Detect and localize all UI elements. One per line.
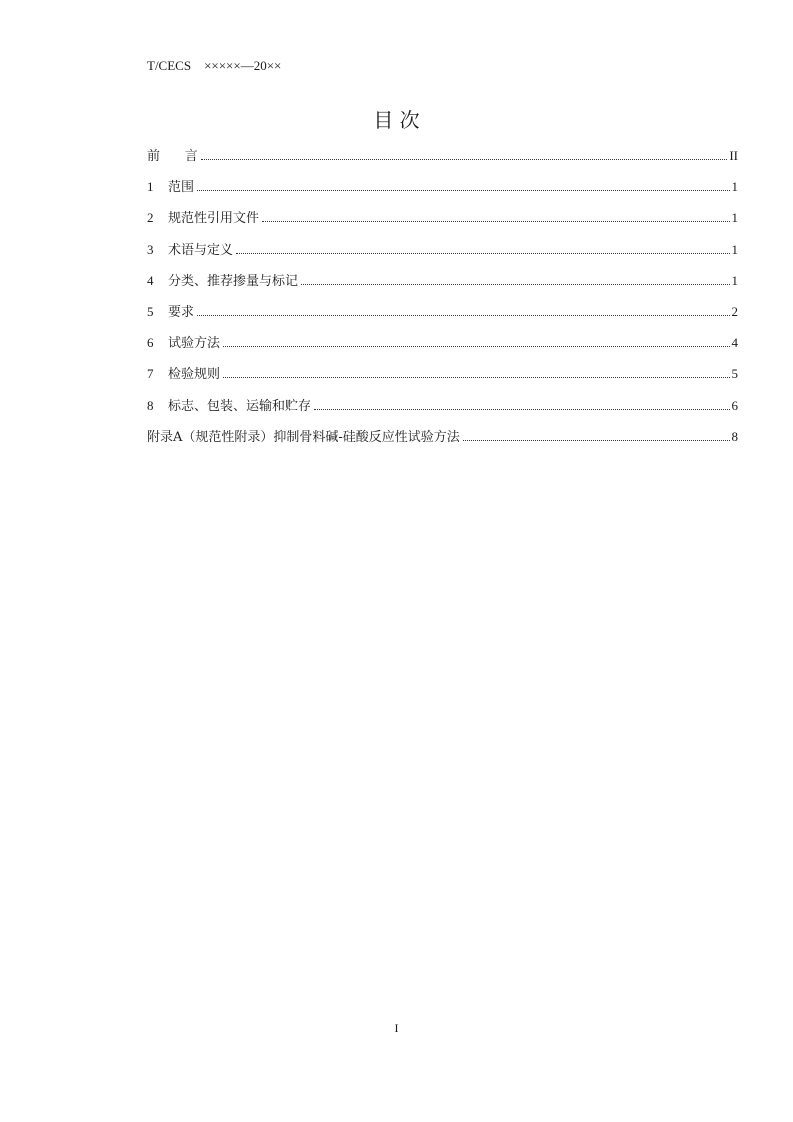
toc-entry-page: 6 bbox=[731, 397, 738, 413]
document-code-header: T/CECS ×××××—20×× bbox=[147, 58, 282, 73]
toc-entry-label: 检验规则 bbox=[168, 367, 221, 383]
toc-entry-label: 附录A（规范性附录）抑制骨料碱-硅酸反应性试验方法 bbox=[147, 429, 460, 445]
toc-entry-label: 范围 bbox=[168, 180, 195, 196]
toc-leader-dots bbox=[223, 376, 729, 378]
toc-leader-dots bbox=[463, 439, 730, 441]
toc-entry-number: 8 bbox=[147, 397, 154, 413]
toc-leader-dots bbox=[301, 283, 729, 285]
toc-entry-label: 前 言 bbox=[147, 149, 198, 164]
toc-entry-appendix-a[interactable] bbox=[147, 427, 738, 458]
toc-entry-number: 4 bbox=[147, 272, 154, 288]
toc-leader-dots bbox=[197, 314, 729, 316]
toc-entry-page: 2 bbox=[731, 303, 738, 319]
toc-entry-page: 5 bbox=[731, 366, 738, 382]
toc-entry-page: 1 bbox=[731, 179, 738, 195]
toc-entry-page: II bbox=[729, 148, 738, 163]
toc-entry-3[interactable] bbox=[147, 240, 738, 271]
toc-entry-label: 规范性引用文件 bbox=[168, 211, 260, 227]
toc-entry-label: 术语与定义 bbox=[168, 242, 234, 258]
toc-leader-dots bbox=[201, 158, 728, 160]
toc-entry-6[interactable] bbox=[147, 333, 738, 364]
toc-entry-page: 1 bbox=[731, 210, 738, 226]
toc-leader-dots bbox=[223, 345, 729, 347]
toc-entry-label: 试验方法 bbox=[168, 336, 221, 352]
toc-entry-4[interactable] bbox=[147, 271, 738, 302]
toc-entry-number: 2 bbox=[147, 210, 154, 226]
toc-entry-1[interactable] bbox=[147, 177, 738, 208]
toc-entry-label: 要求 bbox=[168, 304, 195, 320]
toc-entry-number: 7 bbox=[147, 366, 154, 382]
toc-entry-page: 4 bbox=[731, 335, 738, 351]
toc-entry-label: 标志、包装、运输和贮存 bbox=[168, 398, 312, 414]
toc-entry-label: 分类、推荐掺量与标记 bbox=[168, 273, 299, 289]
toc-leader-dots bbox=[236, 252, 729, 254]
toc-entry-number: 1 bbox=[147, 179, 154, 195]
toc-entry-foreword[interactable] bbox=[147, 146, 738, 177]
page-number: I bbox=[394, 1021, 399, 1035]
toc-leader-dots bbox=[314, 408, 729, 410]
toc-entry-5[interactable] bbox=[147, 302, 738, 333]
toc-entry-8[interactable] bbox=[147, 396, 738, 427]
toc-entry-number: 5 bbox=[147, 303, 154, 319]
toc-entry-number: 6 bbox=[147, 335, 154, 351]
toc-leader-dots bbox=[262, 220, 729, 222]
toc-entry-2[interactable] bbox=[147, 208, 738, 239]
toc-entry-7[interactable] bbox=[147, 364, 738, 395]
page-title: 目 次 bbox=[373, 108, 420, 132]
table-of-contents bbox=[147, 146, 738, 458]
toc-entry-page: 1 bbox=[731, 241, 738, 257]
toc-entry-page: 8 bbox=[731, 428, 738, 444]
toc-entry-number: 3 bbox=[147, 241, 154, 257]
toc-entry-page: 1 bbox=[731, 272, 738, 288]
toc-leader-dots bbox=[197, 189, 729, 191]
